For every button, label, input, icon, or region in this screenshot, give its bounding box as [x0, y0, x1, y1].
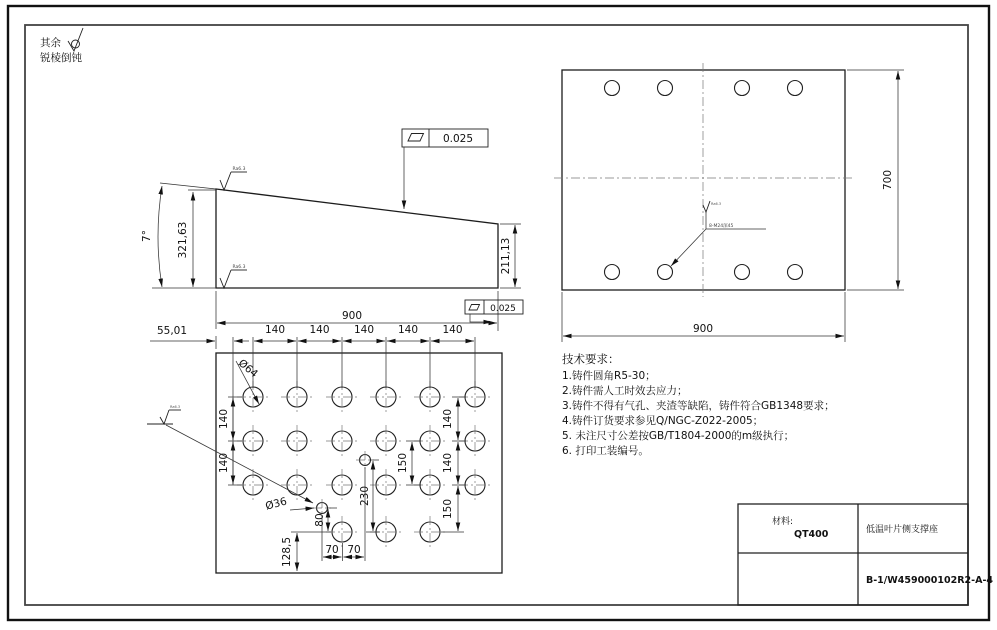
- hole-finish-value: Ra6.3: [711, 202, 722, 206]
- leader-finish-value: Ra6.3: [170, 405, 181, 409]
- mid-pitch-value: 150: [397, 452, 409, 474]
- dim-plan-width-value: 900: [692, 323, 714, 335]
- left-pitch-1: 140: [218, 408, 230, 430]
- dim-230-value: 230: [359, 485, 371, 507]
- title-block: [738, 504, 993, 605]
- flatness-icon: [408, 134, 424, 142]
- plan-holes: [605, 81, 803, 280]
- finish-mark-top: [220, 166, 247, 190]
- dim-top-pitch: [254, 324, 474, 341]
- hole-callout: [671, 201, 766, 266]
- general-remark: [40, 28, 83, 64]
- top-pitch-3: 140: [353, 324, 375, 336]
- side-view: [141, 129, 523, 331]
- dim-mid-pitch: [397, 441, 421, 485]
- side-view-outline: [216, 189, 498, 288]
- left-pitch-2: 140: [218, 452, 230, 474]
- dim-side-width-value: 900: [341, 310, 363, 322]
- top-pitch-4: 140: [397, 324, 419, 336]
- dia-large-value: Ø64: [235, 357, 261, 381]
- plan-view: [554, 63, 904, 342]
- dia-small-value: Ø36: [264, 495, 289, 513]
- dim-left-pitch: [218, 397, 242, 485]
- dim-bottom-offset-value: 128,5: [281, 536, 293, 568]
- gdt-flatness-top: [402, 129, 488, 209]
- material-value: QT400: [794, 529, 829, 540]
- finish-mark-bottom: [220, 264, 247, 288]
- dim-bottom-offset: [281, 532, 331, 571]
- finish-top-value: Ra6.3: [232, 167, 246, 172]
- dim-height-right-value: 211,13: [500, 237, 512, 275]
- column-extension-lines: [216, 336, 475, 485]
- flatness-bottom-value: 0.025: [490, 304, 516, 314]
- dim-230: [359, 460, 380, 532]
- top-pitch-1: 140: [264, 324, 286, 336]
- plan-view-outline: [562, 70, 845, 290]
- finish-mark-icon: [703, 201, 710, 212]
- dim-plan-width: [562, 292, 845, 342]
- technical-notes: [562, 352, 835, 457]
- flatness-top-value: 0.025: [442, 133, 474, 145]
- dim-right-pitch: [441, 397, 466, 532]
- dia-small-callout: [264, 495, 314, 512]
- top-pitch-5: 140: [442, 324, 463, 336]
- drawing-number: B-1/W459000102R2-A-4: [866, 575, 994, 586]
- surface-finish-icon: [68, 28, 83, 51]
- right-pitch-1: 140: [442, 408, 454, 430]
- dim-plan-height: [847, 70, 904, 290]
- tech-note-5: 5. 未注尺寸公差按GB/T1804-2000的m级执行；: [562, 430, 795, 442]
- dim-80-value: 80: [314, 513, 326, 527]
- material-label: 材料:: [772, 517, 794, 527]
- tech-note-6: 6. 打印工装编号。: [562, 445, 649, 457]
- right-pitch-2: 140: [442, 452, 454, 474]
- bottom-view-outline: [216, 353, 502, 573]
- dim-70-70: [322, 467, 365, 561]
- dim-edge-offset: [150, 325, 249, 341]
- dim-height-left: [177, 190, 216, 287]
- flatness-icon: [469, 305, 480, 311]
- gdt-flatness-bottom: [465, 300, 523, 322]
- finish-mark-icon: [160, 410, 169, 424]
- remark-prefix: 其余: [40, 37, 61, 49]
- tech-note-3: 3.铸件不得有气孔、夹渣等缺陷，铸件符合GB1348要求；: [562, 400, 835, 412]
- dim-plan-height-value: 700: [882, 169, 894, 191]
- tech-note-2: 2.铸件需人工时效去应力；: [562, 385, 688, 397]
- hole-callout-value: 8-M24深45: [709, 224, 734, 229]
- dim-edge-offset-value: 55,01: [156, 325, 188, 337]
- remark-note: 锐棱倒钝: [40, 52, 82, 64]
- tech-notes-title: 技术要求：: [562, 352, 620, 366]
- part-name: 低温叶片侧支撑座: [866, 525, 939, 535]
- bottom-view: [147, 324, 502, 573]
- right-pitch-3: 150: [442, 498, 454, 520]
- tech-note-4: 4.铸件订货要求参见Q/NGC-Z022-2005；: [562, 415, 764, 427]
- dim-70a-value: 70: [325, 544, 339, 556]
- dim-angle-value: 7°: [141, 230, 153, 242]
- top-pitch-2: 140: [309, 324, 330, 336]
- tech-note-1: 1.铸件圆角R5-30；: [562, 370, 656, 382]
- dim-70b-value: 70: [347, 544, 361, 556]
- dim-height-left-value: 321,63: [177, 221, 189, 259]
- dim-height-right: [500, 224, 521, 288]
- finish-bottom-value: Ra6.3: [232, 265, 246, 270]
